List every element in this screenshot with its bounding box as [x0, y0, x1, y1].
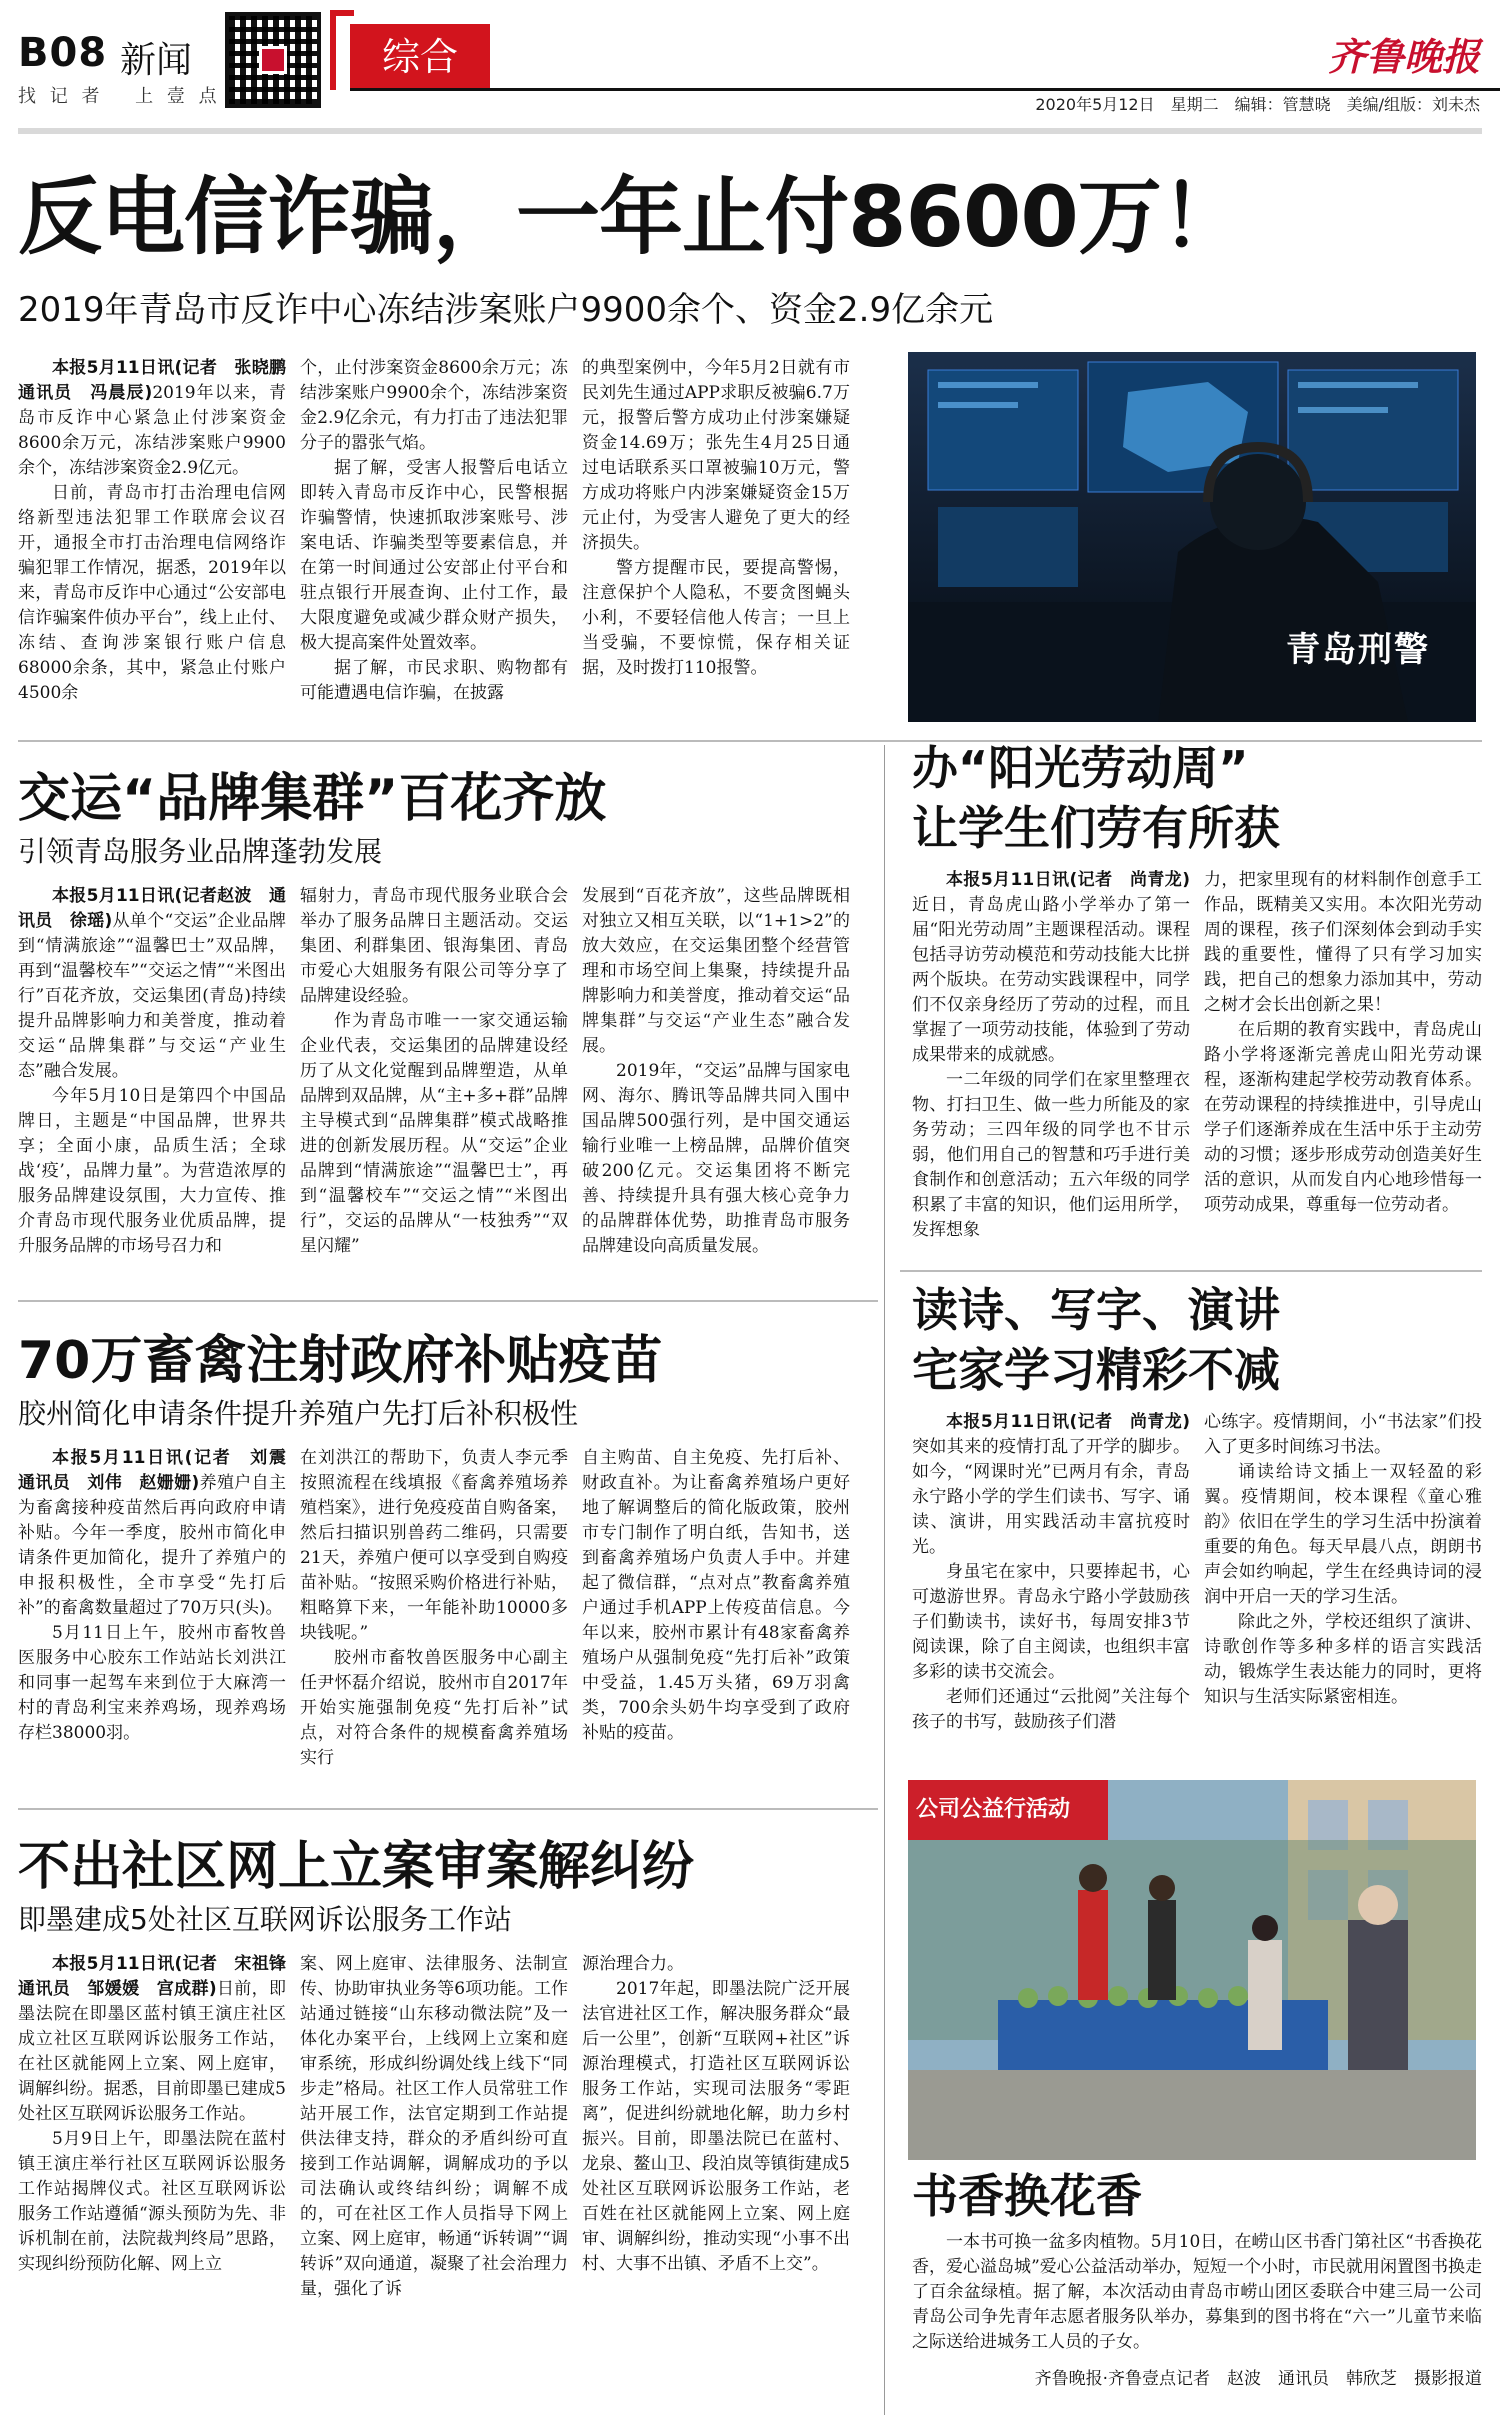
article3-col3: 自主购苗、自主免疫、先打后补、财政直补。为让畜禽养殖场户更好地了解调整后的简化版政策，胶州市专门制作了明白纸，告知书，送到畜禽养殖场户负责人手中。并建起了微信群，“点对点”教畜禽养殖户通过手机APP上传疫苗信息。今年以来，胶州市累计有48家畜禽养殖场户从强制免疫“先打后补”政策中受益，1.45万头猪，69万羽禽类，700余头奶牛均享受到了政府补贴的疫苗。: [582, 1448, 850, 1743]
masthead: [0, 0, 1500, 128]
article6-col1: 本报5月11日讯(记者 尚青龙)突如其来的疫情打乱了开学的脚步。如今，“网课时光”已两月有余，青岛永宁路小学的学生们读书、写字、诵读、演讲，用实践活动丰富抗疫时光。 身虽宅在家中，只要捧起书，心可遨游世界。青岛永宁路小学鼓励孩子们勤读书，读好书，每周安排3节阅读课，除了自主阅读，也组织丰富多彩的读书交流会。 老师们还通过“云批阅”关注每个孩子的书写，鼓励孩子们潜: [912, 1412, 1190, 1732]
article4-byline: 本报5月11日讯(记者 宋祖锋 通讯员 邹媛媛 宫成群): [18, 1954, 303, 1999]
slogan: 找 记 者 上 壹 点: [18, 86, 221, 107]
top-band: [18, 128, 1482, 134]
article2-subtitle: 引领青岛服务业品牌蓬勃发展: [18, 835, 383, 868]
article6-title-line2: 宅家学习精彩不减: [912, 1343, 1280, 1397]
section-divider: [18, 1808, 878, 1810]
article3-byline: 本报5月11日讯(记者 刘震 通讯员 刘伟 赵姗姗): [18, 1448, 303, 1493]
article4-title: 不出社区网上立案审案解纠纷: [18, 1837, 695, 1897]
article1-subtitle: 2019年青岛市反诈中心冻结涉案账户9900余个、资金2.9亿余元: [18, 290, 994, 330]
header-rule: [350, 88, 1500, 91]
article5-title-line1: 办“阳光劳动周”: [912, 741, 1249, 795]
qr-code-icon[interactable]: [225, 12, 321, 108]
article3-subtitle: 胶州简化申请条件提升养殖户先打后补积极性: [18, 1397, 579, 1430]
article4-col2: 案、网上庭审、法律服务、法制宣传、协助审执业务等6项功能。工作站通过链接“山东移动微法院”及一体化办案平台，上线网上立案和庭审系统，形成纠纷调处线上线下“同步走”格局。社区工作人员常驻工作站开展工作，法官定期到工作站提供法律支持，群众的矛盾纠纷可直接到工作站调解，调解成功的予以司法确认或终结纠纷；调解不成的，可在社区工作人员指导下网上立案、网上庭审，畅通“诉转调”“调转诉”双向通道，凝聚了社会治理力量，强化了诉: [300, 1954, 568, 2299]
article3-title: 70万畜禽注射政府补贴疫苗: [18, 1331, 663, 1391]
article2-col3: 发展到“百花齐放”，这些品牌既相对独立又相互关联，以“1+1>2”的放大效应，在交运集团整个经营管理和市场空间上集聚，持续提升品牌影响力和美誉度，推动着交运“品牌集群”与交运“产业生态”融合发展。 2019年，“交运”品牌与国家电网、海尔、腾讯等品牌共同入围中国品牌500强行列，是中国交通运输行业唯一上榜品牌，品牌价值突破200亿元。交运集团将不断完善、持续提升具有强大核心竞争力的品牌群体优势，助推青岛市服务品牌建设向高质量发展。: [582, 886, 850, 1256]
article2-col2: 辐射力，青岛市现代服务业联合会举办了服务品牌日主题活动。交运集团、利群集团、银海集团、青岛市爱心大姐服务有限公司等分享了品牌建设经验。 作为青岛市唯一一家交通运输企业代表，交运集团的品牌建设经历了从文化觉醒到品牌塑造，从单品牌到双品牌，从“主+多+群”品牌主导模式到“品牌集群”模式战略推进的创新发展历程。从“交运”企业品牌到“情满旅途”“温馨巴士”，再到“温馨校车”“交运之情”“米图出行”，交运的品牌从“一枝独秀”“双星闪耀”: [300, 886, 568, 1256]
section-divider: [18, 1300, 878, 1302]
article7-body: 一本书可换一盆多肉植物。5月10日，在崂山区书香门第社区“书香换花香，爱心溢岛城”爱心公益活动举办，短短一个小时，市民就用闲置图书换走了百余盆绿植。据了解，本次活动由青岛市崂山团区委联合中建三局一公司青岛公司争先青年志愿者服务队举办，募集到的图书将在“六一”儿童节来临之际送给进城务工人员的子女。: [912, 2232, 1482, 2352]
page-number: B08: [18, 30, 108, 76]
article2-byline: 本报5月11日讯(记者赵波 通讯员 徐瑶): [18, 886, 286, 931]
article4-col1: 本报5月11日讯(记者 宋祖锋 通讯员 邹媛媛 宫成群)日前，即墨法院在即墨区蓝村镇王演庄社区成立社区互联网诉讼服务工作站，在社区就能网上立案、网上庭审，调解纠纷。据悉，目前即墨已建成5处社区互联网诉讼服务工作站。 5月9日上午，即墨法院在蓝村镇王演庄举行社区互联网诉讼服务工作站揭牌仪式。社区互联网诉讼服务工作站遵循“源头预防为先、非诉机制在前，法院裁判终局”思路，实现纠纷预防化解、网上立: [18, 1954, 303, 2274]
article6-byline: 本报5月11日讯(记者 尚青龙): [946, 1412, 1190, 1432]
article1-byline: 本报5月11日讯(记者 张晓鹏 通讯员 冯晨辰): [18, 358, 303, 403]
article5-byline: 本报5月11日讯(记者 尚青龙): [946, 870, 1190, 890]
police-photo-label: 青岛刑警: [1286, 630, 1430, 670]
book-exchange-drawing: [908, 1780, 1476, 2160]
article4-subtitle: 即墨建成5处社区互联网诉讼服务工作站: [18, 1903, 512, 1936]
article2-title: 交运“品牌集群”百花齐放: [18, 769, 607, 829]
column-divider: [884, 745, 885, 2415]
article5-title-line2: 让学生们劳有所获: [912, 801, 1280, 855]
article6-title-line1: 读诗、写字、演讲: [912, 1283, 1280, 1337]
article1-col3: 的典型案例中，今年5月2日就有市民刘先生通过APP求职反被骗6.7万元，报警后警方成功止付涉案嫌疑资金14.69万；张先生4月25日通过电话联系买口罩被骗10万元，警方成功将账户内涉案嫌疑资金15万元止付，为受害人避免了更大的经济损失。 警方提醒市民，要提高警惕，注意保护个人隐私，不要贪图蝇头小利，不要轻信他人传言；一旦上当受骗，不要惊慌，保存相关证据，及时拨打110报警。: [582, 358, 850, 678]
article4-col3: 源治理合力。 2017年起，即墨法院广泛开展法官进社区工作，解决服务群众“最后一公里”，创新“互联网+社区”诉源治理模式，打造社区互联网诉讼服务工作站，实现司法服务“零距离”，促进纠纷就地化解，助力乡村振兴。目前，即墨法院已在蓝村、龙泉、鳌山卫、段泊岚等镇街建成5处社区互联网诉讼服务工作站，老百姓在社区就能网上立案、网上庭审、调解纠纷，推动实现“小事不出村、大事不出镇、矛盾不上交”。: [582, 1954, 850, 2274]
section-name: 新闻: [120, 40, 193, 81]
article3-col1: 本报5月11日讯(记者 刘震 通讯员 刘伟 赵姗姗)养殖户自主为畜禽接种疫苗然后再向政府申请补贴。今年一季度，胶州市简化申请条件更加简化，提升了养殖户的申报积极性，全市享受“先打后补”的畜禽数量超过了70万只(头)。 5月11日上午，胶州市畜牧兽医服务中心胶东工作站站长刘洪江和同事一起驾车来到位于大麻湾一村的青岛利宝来养鸡场，现养鸡场存栏38000羽。: [18, 1448, 303, 1743]
book-exchange-photo: [908, 1780, 1476, 2160]
article7-title: 书香换花香: [912, 2169, 1142, 2223]
banner-text: 公司公益行活动: [916, 1797, 1071, 1822]
article2-col1: 本报5月11日讯(记者赵波 通讯员 徐瑶)从单个“交运”企业品牌到“情满旅途”“温馨巴士”双品牌，再到“温馨校车”“交运之情”“米图出行”百花齐放，交运集团(青岛)持续提升品牌影响力和美誉度，推动着交运“品牌集群”与交运“产业生态”融合发展。 今年5月10日是第四个中国品牌日，主题是“中国品牌，世界共享；全面小康，品质生活；全球战‘疫’，品牌力量”。为营造浓厚的服务品牌建设氛围，大力宣传、推介青岛市现代服务业优质品牌，提升服务品牌的市场号召力和: [18, 886, 286, 1256]
article7-credit: 齐鲁晚报·齐鲁壹点记者 赵波 通讯员 韩欣芝 摄影报道: [1034, 2369, 1482, 2389]
article3-col2: 在刘洪江的帮助下，负责人李元季按照流程在线填报《畜禽养殖场养殖档案》，进行免疫疫苗自购备案，然后扫描识别兽药二维码，只需要21天，养殖户便可以享受到自购疫苗补贴。“按照采购价格进行补贴，粗略算下来，一年能补助10000多块钱呢。” 胶州市畜牧兽医服务中心副主任尹怀磊介绍说，胶州市自2017年开始实施强制免疫“先打后补”试点，对符合条件的规模畜禽养殖场实行: [300, 1448, 568, 1768]
article6-col2: 心练字。疫情期间，小“书法家”们投入了更多时间练习书法。 诵读给诗文插上一双轻盈的彩翼。疫情期间，校本课程《童心雅韵》依旧在学生的学习生活中扮演着重要的角色。每天早晨八点，朗朗书声会如约响起，学生在经典诗词的浸润中开启一天的学习生活。 除此之外，学校还组织了演讲、诗歌创作等多种多样的语言实践活动，锻炼学生表达能力的同时，更将知识与生活实际紧密相连。: [1204, 1412, 1482, 1707]
issue-info: 2020年5月12日 星期二 编辑：管慧晓 美编/组版：刘未杰: [1035, 95, 1480, 114]
police-photo: [908, 352, 1476, 722]
section-divider: [900, 1270, 1482, 1272]
article1-col2: 个，止付涉案资金8600余万元；冻结涉案账户9900余个，冻结涉案资金2.9亿余元，有力打击了违法犯罪分子的嚣张气焰。 据了解，受害人报警后电话立即转入青岛市反诈中心，民警根据诈骗警情，快速抓取涉案账号、涉案电话、诈骗类型等要素信息，并在第一时间通过公安部止付平台和驻点银行开展查询、止付工作，最大限度避免或减少群众财产损失，极大提高案件处置效率。 据了解，市民求职、购物都有可能遭遇电信诈骗，在披露: [300, 358, 568, 703]
section-tag: 综合: [350, 24, 490, 90]
article1-title: 反电信诈骗，一年止付8600万！: [18, 168, 1244, 266]
article5-col1: 本报5月11日讯(记者 尚青龙)近日，青岛虎山路小学举办了第一届“阳光劳动周”主题课程活动。课程包括寻访劳动模范和劳动技能大比拼两个版块。在劳动实践课程中，同学们不仅亲身经历了劳动的过程，而且掌握了一项劳动技能，体验到了劳动成果带来的成就感。 一二年级的同学们在家里整理衣物、打扫卫生、做一些力所能及的家务劳动；三四年级的同学也不甘示弱，他们用自己的智慧和巧手进行美食制作和创意活动；五六年级的同学积累了丰富的知识，他们运用所学，发挥想象: [912, 870, 1190, 1240]
brand-logo: 齐鲁晚报: [1327, 34, 1480, 79]
article1-col1: 本报5月11日讯(记者 张晓鹏 通讯员 冯晨辰)2019年以来，青岛市反诈中心紧急止付涉案资金8600余万元，冻结涉案账户9900余个，冻结涉案资金2.9亿元。 日前，青岛市打击治理电信网络新型违法犯罪工作联席会议召开，通报全市打击治理电信网络诈骗犯罪工作情况，据悉，2019年以来，青岛市反诈中心通过“公安部电信诈骗案件侦办平台”，线上止付、冻结、查询涉案银行账户信息68000余条，其中，紧急止付账户4500余: [18, 358, 303, 703]
article5-col2: 力，把家里现有的材料制作创意手工作品，既精美又实用。本次阳光劳动周的课程，孩子们深刻体会到动手实践的重要性，懂得了只有学习加实践，把自己的想象力添加其中，劳动之树才会长出创新之果！ 在后期的教育实践中，青岛虎山路小学将逐渐完善虎山阳光劳动课程，逐渐构建起学校劳动教育体系。在劳动课程的持续推进中，引导虎山学子们逐渐养成在生活中乐于主动劳动的习惯；逐步形成劳动创造美好生活的意识，从而发自内心地珍惜每一项劳动成果，尊重每一位劳动者。: [1204, 870, 1482, 1215]
